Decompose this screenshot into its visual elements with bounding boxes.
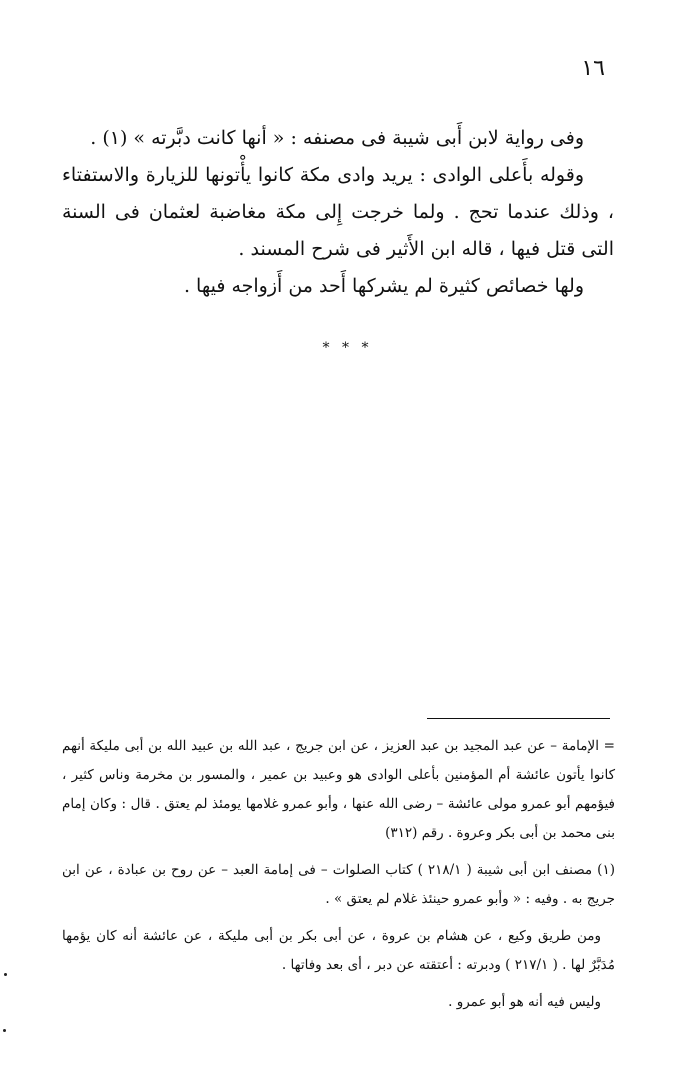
page-number: ١٦ bbox=[581, 56, 605, 81]
paragraph-1: وفى رواية لابن أَبى شيبة فى مصنفه : « أنها كانت دبَّرته » (١) . bbox=[90, 127, 584, 149]
footnote-1-note: وليس فيه أنه هو أبو عمرو . bbox=[448, 994, 601, 1010]
scan-speck bbox=[3, 1029, 6, 1032]
footnote-1-extra: ومن طريق وكيع ، عن هشام بن عروة ، عن أبى بكر بن أبى مليكة ، عن عائشة أنه كان يؤمها مُدَبَّرٌ لها . ( ٢١٧/١ ) ودبرته : أعتقته عن دبر ، أى بعد وفاتها . bbox=[62, 928, 615, 973]
main-text bbox=[62, 120, 614, 305]
paragraph-2: وقوله بأَعلى الوادى : يريد وادى مكة كانوا يأْتونها للزيارة والاستفتاء ، وذلك عندما تحج . ولما خرجت إِلى مكة مغاضبة لعثمان فى السنة التى قتل فيها ، قاله ابن الأَثير فى شرح المسند . bbox=[62, 164, 614, 260]
footnote-1: (١) مصنف ابن أبى شيبة ( ٢١٨/١ ) كتاب الصلوات – فى إمامة العبد – عن روح بن عبادة ، عن ابن جريج به . وفيه : « وأبو عمرو حينئذ غلام لم يعتق » . bbox=[62, 862, 615, 907]
scan-speck bbox=[4, 973, 7, 976]
footnote-divider bbox=[427, 718, 610, 719]
footnote-continuation: = الإمامة – عن عبد المجيد بن عبد العزيز ، عن ابن جريج ، عبد الله بن عبيد الله بن أبى مليكة أنهم كانوا يأتون عائشة أم المؤمنين بأعلى الوادى هو وعبيد بن عمير ، والمسور بن مخرمة وناس كثير ، فيؤمهم أبو عمرو مولى عائشة – رضى الله عنها ، وأبو عمرو غلامها يومئذ لم يعتق . قال : وكان إمام بنى محمد بن أبى بكر وعروة . رقم (٣١٢) bbox=[62, 738, 615, 841]
section-separator: * * * bbox=[322, 340, 373, 356]
footnotes bbox=[62, 732, 615, 1025]
paragraph-3: ولها خصائص كثيرة لم يشركها أَحد من أَزواجه فيها . bbox=[183, 275, 584, 297]
